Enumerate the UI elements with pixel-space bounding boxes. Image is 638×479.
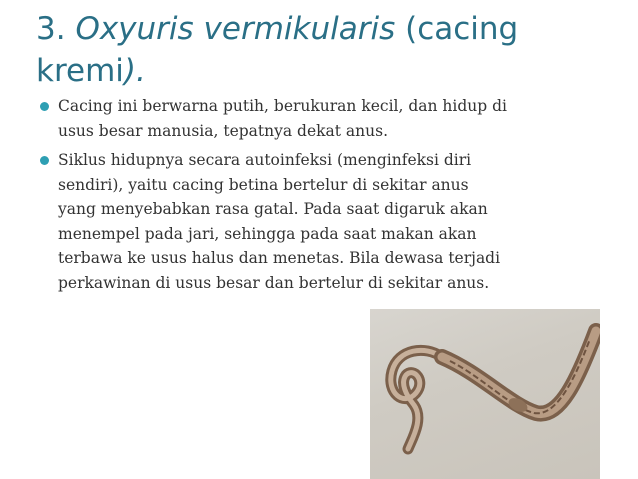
title-common-name: cacing kremi — [36, 11, 519, 89]
bullet-dot-icon — [40, 156, 49, 165]
bullet-item — [40, 94, 600, 143]
title-open-paren: ( — [395, 11, 418, 47]
pinworm-photo — [370, 309, 600, 479]
bullet-list — [40, 94, 600, 300]
title-number: 3. — [36, 11, 76, 47]
bullet-dot-icon — [40, 102, 49, 111]
slide-title — [36, 8, 596, 92]
bullet-text: Siklus hidupnya secara autoinfeksi (menginfeksi diri sendiri), yaitu cacing betina bertelur di sekitar anus yang menyebabkan rasa gatal. Pada saat digaruk akan menempel pada jari, sehingga pada saat makan akan terbawa ke usus halus dan menetas. Bila dewasa terjadi perkawinan di usus besar dan bertelur di sekitar anus. — [58, 151, 501, 292]
bullet-text: Cacing ini berwarna putih, berukuran kecil, dan hidup di usus besar manusia, tepatnya dekat anus. — [58, 97, 507, 140]
title-close: ). — [123, 53, 146, 89]
worm-illustration — [370, 309, 600, 479]
title-species: Oxyuris vermikularis — [75, 11, 396, 47]
bullet-item — [40, 148, 600, 295]
